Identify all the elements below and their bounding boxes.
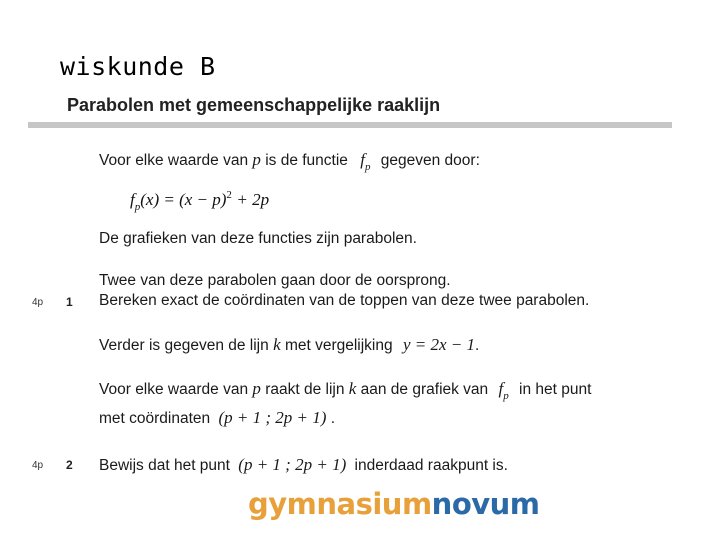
origin-text: Twee van deze parabolen gaan door de oorsprong. xyxy=(99,272,451,289)
intro-func-sub: p xyxy=(364,161,371,173)
intro-text-b: is de functie xyxy=(265,152,348,169)
tangent-text-d: in het punt xyxy=(519,381,592,398)
tangent-func-sub: p xyxy=(503,390,509,402)
question-2-text-a: Bewijs dat het punt xyxy=(99,457,230,474)
tangent-var-k: k xyxy=(348,379,357,398)
formula-rhs: + 2p xyxy=(236,190,270,209)
intro-line xyxy=(99,150,480,173)
tangent-coords: (p + 1 ; 2p + 1) xyxy=(218,408,327,427)
question-2-coords: (p + 1 ; 2p + 1) xyxy=(238,455,347,474)
intro-func-f: f xyxy=(360,150,365,169)
tangent-text-a: Voor elke waarde van xyxy=(99,381,249,398)
intro-text-a: Voor elke waarde van xyxy=(99,152,249,169)
logo-part-1: gymnasium xyxy=(248,487,432,521)
tangent-func-f: f xyxy=(498,379,504,398)
line-k-var: k xyxy=(273,335,281,354)
tangent-var-p: p xyxy=(252,379,261,398)
line-k-end: . xyxy=(474,337,480,354)
logo-part-2: novum xyxy=(431,487,540,521)
formula-exponent: 2 xyxy=(226,189,232,201)
question-1-points: 4p xyxy=(32,297,44,308)
formula-sub: p xyxy=(134,201,141,213)
formula-lhs: (x) = (x − p) xyxy=(140,190,227,209)
line-k-text-b: met vergelijking xyxy=(284,337,393,354)
line-k-text-a: Verder is gegeven de lijn xyxy=(99,337,269,354)
question-2-number: 2 xyxy=(66,458,73,472)
slide-title: wiskunde B xyxy=(60,52,216,81)
tangent-line-2 xyxy=(99,408,335,428)
gymnasium-novum-logo xyxy=(248,487,540,521)
question-1-text: Bereken exact de coördinaten van de toppen van deze twee parabolen. xyxy=(99,292,590,309)
line-k-statement xyxy=(99,335,479,355)
formula xyxy=(130,189,270,213)
intro-text-c: gegeven door: xyxy=(380,152,480,169)
formula-f: f xyxy=(130,190,135,209)
section-heading: Parabolen met gemeenschappelijke raaklijn xyxy=(67,95,441,115)
question-1-number: 1 xyxy=(66,295,73,309)
line-k-equation: y = 2x − 1 xyxy=(402,335,475,354)
tangent-line2-text: met coördinaten xyxy=(99,410,211,427)
intro-var-p: p xyxy=(252,150,261,169)
heading-divider xyxy=(28,122,672,128)
tangent-text-c: aan de grafiek van xyxy=(360,381,489,398)
tangent-line-1 xyxy=(99,379,592,402)
tangent-end: . xyxy=(330,410,336,427)
question-2-line xyxy=(99,455,508,475)
question-2-points: 4p xyxy=(32,460,44,471)
question-2-text-b: inderdaad raakpunt is. xyxy=(354,457,508,474)
graphs-text: De grafieken van deze functies zijn parabolen. xyxy=(99,230,417,247)
tangent-text-b: raakt de lijn xyxy=(265,381,345,398)
